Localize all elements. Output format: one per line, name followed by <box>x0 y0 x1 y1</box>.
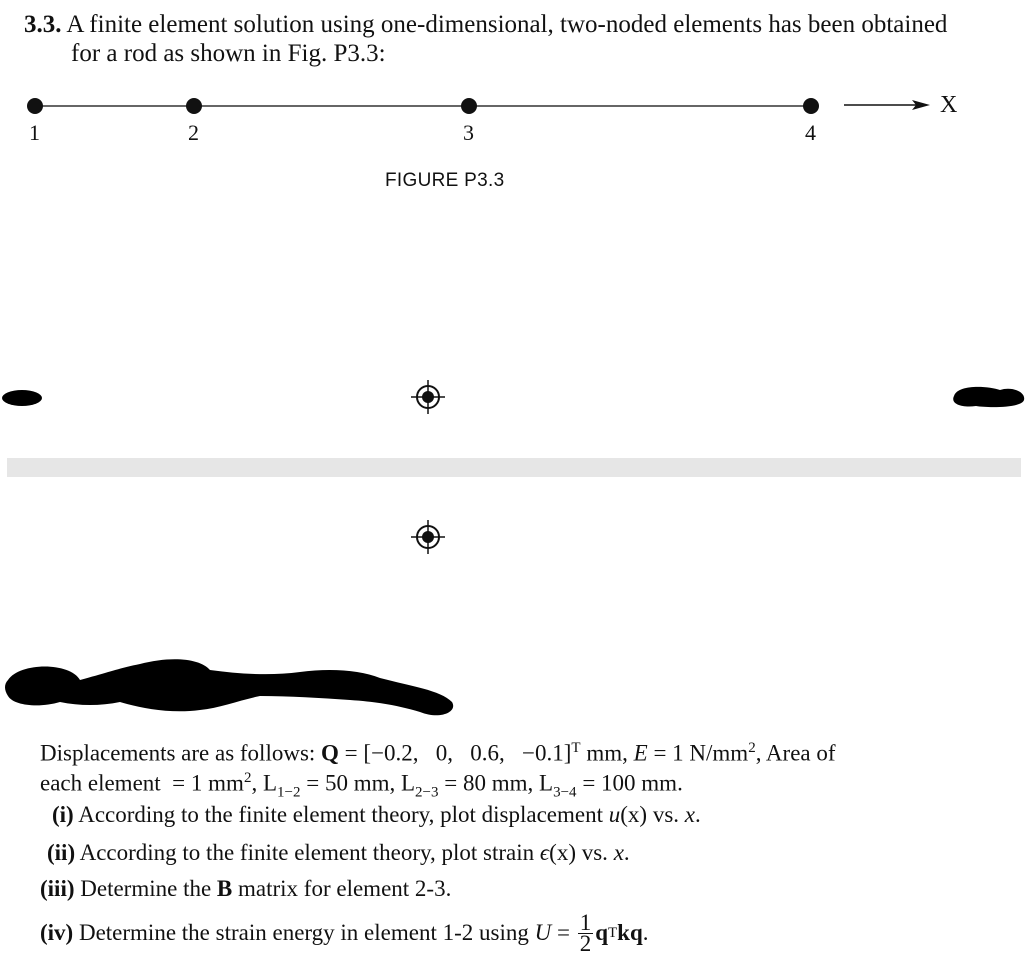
L34-sub: 3−4 <box>553 784 577 801</box>
node-label-4: 4 <box>805 120 816 145</box>
given-line-2: each element = 1 $mm^2$, $L_{1-2} = 50$ mm, $L_{2-3} = 80$ mm, $L_{3-4} = 100$ mm. <box>40 770 683 801</box>
question-iii-label: (iii) <box>40 876 75 901</box>
question-ii-arg: (x) <box>549 840 576 865</box>
redaction-scribble <box>0 650 470 725</box>
given-lead: Displacements are as follows: <box>40 740 316 766</box>
Q-symbol: Q <box>321 740 339 766</box>
node-label-2: 2 <box>188 120 199 145</box>
L34-symbol: L <box>539 770 554 796</box>
question-i <box>52 802 701 828</box>
L23-symbol: L <box>400 770 416 796</box>
question-iv-end: . <box>642 920 649 945</box>
problem-intro-line1: A finite element solution using one-dimensional, two-noded elements has been obtained <box>66 11 948 38</box>
one-half-fraction <box>578 909 594 956</box>
question-iv-eq: = <box>556 920 570 945</box>
question-iii-bold: B <box>216 876 233 901</box>
question-iii-text-a: Determine the <box>80 876 212 901</box>
area-exp: 2 <box>243 770 252 786</box>
question-ii-func: ϵ <box>539 840 550 865</box>
node-label-3: 3 <box>463 120 474 145</box>
Q-units: mm, <box>586 740 628 766</box>
L12-symbol: L <box>262 770 277 796</box>
question-ii-text: According to the finite element theory, plot strain <box>79 840 535 865</box>
question-i-end: . <box>695 802 701 827</box>
given-line-1: Displacements are as follows: Q = [−0.2, 0, 0.6, −0.1]$^T$ mm, E = 1 $N/mm^2$, Area of <box>40 740 836 766</box>
question-i-label: (i) <box>52 802 74 827</box>
question-ii-tail: vs. <box>581 840 608 865</box>
node-4-dot <box>803 98 819 114</box>
area-lead: , Area of <box>755 740 836 766</box>
question-iv <box>40 906 649 960</box>
fraction-numerator: 1 <box>579 909 592 935</box>
question-iv-kq: kq <box>617 920 643 945</box>
E-value: = 1 N/mm <box>653 740 749 766</box>
question-ii <box>47 840 630 866</box>
fraction-denominator: 2 <box>579 930 592 956</box>
question-ii-end: . <box>623 840 630 865</box>
L23-value: = 80 mm, <box>444 770 534 796</box>
question-iv-text: Determine the strain energy in element 1-2 using <box>78 920 529 945</box>
E-symbol: E <box>633 740 648 766</box>
registration-mark-icon <box>411 520 445 554</box>
E-exp: 2 <box>748 740 756 756</box>
question-iv-q: q <box>595 920 608 945</box>
node-label-1: 1 <box>29 120 40 145</box>
line2-lead: each element <box>40 770 161 796</box>
question-i-tail: vs. <box>652 802 680 827</box>
Q-transpose: T <box>571 740 581 756</box>
L34-value: = 100 mm. <box>582 770 683 796</box>
rod-figure <box>0 85 1027 155</box>
redaction-blob-left <box>0 380 50 414</box>
problem-intro-line2: for a rod as shown in Fig. P3.3: <box>71 40 386 67</box>
problem-number: 3.3. <box>24 11 62 38</box>
question-i-text: According to the finite element theory, plot displacement <box>78 802 603 827</box>
node-2-dot <box>186 98 202 114</box>
question-iv-label: (iv) <box>40 920 74 945</box>
question-i-func: u <box>608 802 621 827</box>
question-i-var: x <box>684 802 695 827</box>
Q-values: [−0.2, 0, 0.6, −0.1] <box>363 740 572 766</box>
page-divider-band <box>7 458 1021 477</box>
area-value: = 1 mm <box>172 770 244 796</box>
x-axis-label: X <box>940 92 958 118</box>
question-i-arg: (x) <box>620 802 648 827</box>
problem-intro <box>24 10 1014 68</box>
L12-sub: 1−2 <box>277 784 301 801</box>
node-1-dot <box>27 98 43 114</box>
question-iii-text-b: matrix for element 2-3. <box>238 876 452 901</box>
question-ii-var: x <box>613 840 624 865</box>
question-ii-label: (ii) <box>47 840 76 865</box>
node-3-dot <box>461 98 477 114</box>
L12-value: = 50 mm, <box>306 770 396 796</box>
question-iv-U: U <box>534 920 552 945</box>
registration-mark-icon <box>411 380 445 414</box>
question-iii <box>40 876 451 902</box>
figure-caption: FIGURE P3.3 <box>385 170 505 191</box>
question-iv-T: T <box>607 924 618 941</box>
redaction-blob-right <box>948 380 1027 414</box>
L23-sub: 2−3 <box>415 784 439 801</box>
